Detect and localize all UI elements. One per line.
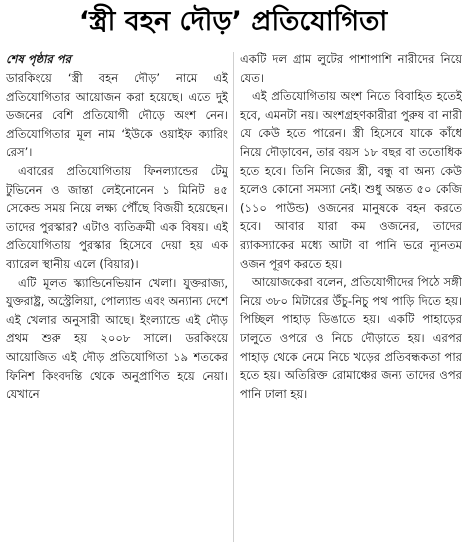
- left-column: [6, 50, 228, 546]
- right-column: [240, 50, 462, 546]
- column-divider: [233, 52, 234, 542]
- paragraph: এটি মূলত স্ক্যান্ডিনেভিয়ান খেলা। যুক্তরাজ্য, যুক্তরাষ্ট্র, অস্ট্রেলিয়া, পোল্যান্ড এবং অন্যান্য দেশে এই খেলার অনুসারী আছে। ইংল্যান্ডে এই দৌড় প্রথম শুরু হয় ২০০৮ সালে। ডরকিংয়ে আয়োজিত এই দৌড় প্রতিযোগিতা ১৯ শতকের ফিনিশ কিংবদন্তি থেকে অনুপ্রাণিত হয়ে নেয়া। যেখানে: [6, 275, 228, 402]
- paragraph: এই প্রতিযোগিতায় অংশ নিতে বিবাহিত হতেই হবে, এমনটা নয়। অংশগ্রহণকারীরা পুরুষ বা নারী যে কেউ হতে পারেন। স্ত্রী হিসেবে যাকে কাঁধে নিয়ে দৌড়াবেন, তার বয়স ১৮ বছর বা ততোধিক হতে হবে। তিনি নিজের স্ত্রী, বন্ধু বা অন্য কেউ হলেও কোনো সমস্যা নেই। শুধু অন্তত ৫০ কেজি (১১০ পাউন্ড) ওজনের মানুষকে বহন করতে হবে। আবার যারা কম ওজনের, তাদের র‌্যাকস্যাকের মধ্যে আটা বা পানি ভরে ন্যূনতম ওজন পূরণ করতে হয়।: [240, 89, 462, 271]
- article-headline: ‘স্ত্রী বহন দৌড়’ প্রতিযোগিতা: [78, 6, 388, 37]
- paragraph: একটি দল গ্রাম লুটের পাশাপাশি নারীদের নিয়ে যেত।: [240, 52, 462, 85]
- continued-from-label: শেষ পৃষ্ঠার পর: [6, 52, 71, 66]
- paragraph: ডারকিংয়ে ‘স্ত্রী বহন দৌড়’ নামে এই প্রতিযোগিতার আয়োজন করা হয়েছে। এতে দুই ডজনের বেশি প্রতিযোগী দৌড়ে অংশ নেন। প্রতিযোগিতার মূল নাম ‘ইউকে ওয়াইফ ক্যারিং রেস’।: [6, 71, 228, 160]
- paragraph: এবারের প্রতিযোগিতায় ফিনল্যান্ডের টেমু টুভিনেন ও জান্তা লেইনোনেন ১ মিনিট ৪৫ সেকেন্ড সময় নিয়ে লক্ষ্য পৌঁছে বিজয়ী হয়েছেন। তাদের পুরস্কার? এটাও ব্যতিক্রমী এক বিষয়। এই প্রতিযোগিতায় পুরস্কার হিসেবে দেয়া হয় এক ব্যারেল স্থানীয় এলে (বিয়ার)।: [6, 163, 228, 271]
- paragraph: আয়োজকেরা বলেন, প্রতিযোগীদের পিঠে সঙ্গী নিয়ে ৩৮০ মিটারের উঁচু-নিচু পথ পাড়ি দিতে হয়। পিচ্ছিল পাহাড় ডিঙাতে হয়। একটি পাহাড়ের ঢালুতে ওপরে ও নিচে দৌড়াতে হয়। এরপর পাহাড় থেকে নেমে নিচে খড়ের প্রতিবন্ধকতা পার হতে হয়। অতিরিক্ত রোমাঞ্চের জন্য তাদের ওপর পানি ঢালা হয়।: [240, 275, 462, 401]
- article-body: [6, 50, 462, 546]
